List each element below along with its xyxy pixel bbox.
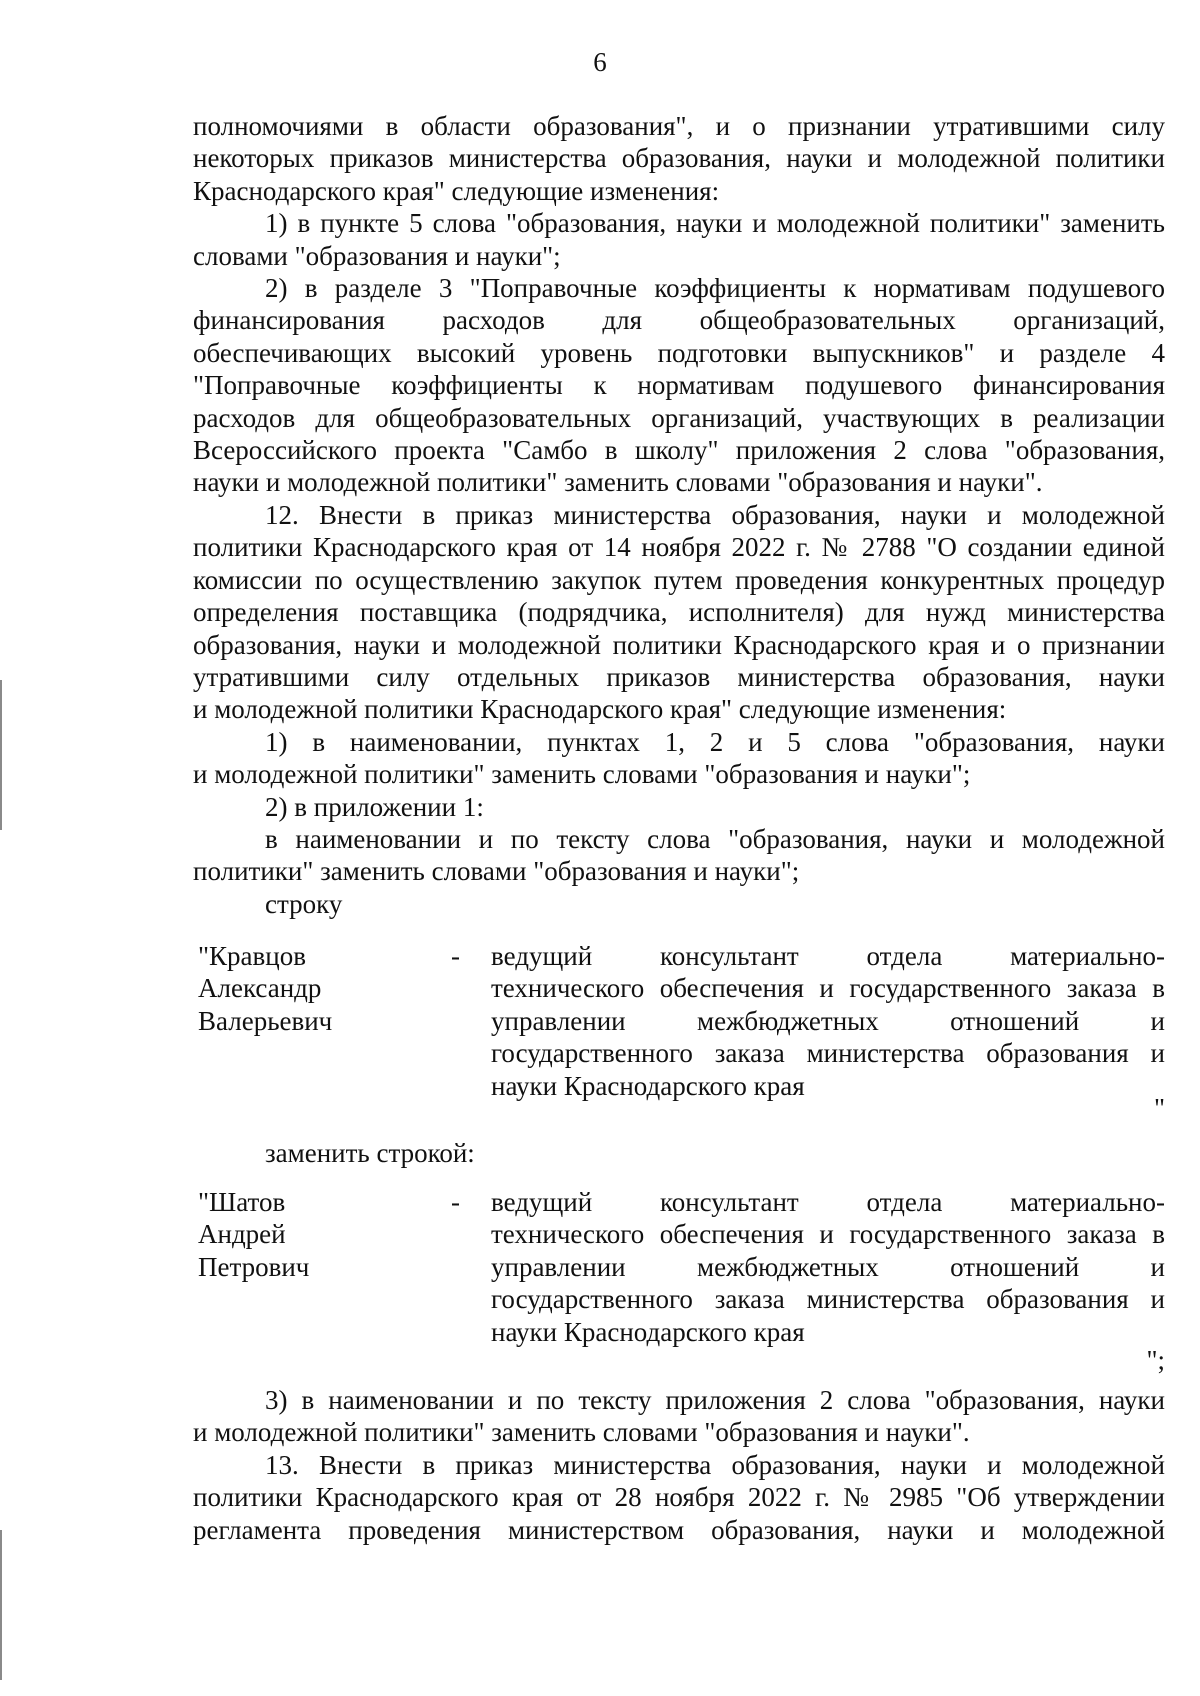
- intro-paragraph: [193, 110, 1165, 207]
- text-line: политики Краснодарского края от 28 ноября 2022 г. № 2985 "Об утверждении: [193, 1482, 1165, 1513]
- desc-line: управлении межбюджетных отношений и: [491, 1005, 1165, 1036]
- replacement-row-old: [198, 940, 1165, 1130]
- name-line: Александр: [198, 973, 322, 1004]
- text-line: утратившими силу отдельных приказов министерства образования, науки: [193, 661, 1165, 692]
- text-line: финансирования расходов для общеобразовательных организаций,: [193, 305, 1165, 336]
- stroku-label: [193, 888, 1165, 920]
- text-line: и молодежной политики" заменить словами "образования и науки".: [193, 1417, 970, 1448]
- text-line: Всероссийского проекта "Самбо в школу" приложения 2 слова "образования,: [193, 435, 1165, 466]
- name-line: Петрович: [198, 1251, 310, 1282]
- desc-line: технического обеспечения и государственного заказа в: [491, 973, 1165, 1004]
- page-number: 6: [593, 47, 607, 77]
- name-line: Валерьевич: [198, 1005, 333, 1036]
- text-line: строку: [265, 888, 343, 919]
- item-11-1-paragraph: [193, 207, 1165, 272]
- replace-with-label: заменить строкой:: [265, 1138, 475, 1168]
- desc-line: ведущий консультант отдела материально-: [491, 1187, 1165, 1217]
- text-line: некоторых приказов министерства образования, науки и молодежной политики: [193, 143, 1165, 174]
- text-line: определения поставщика (подрядчика, исполнителя) для нужд министерства: [193, 597, 1165, 628]
- text-line: 13. Внести в приказ министерства образования, науки и молодежной: [265, 1449, 1165, 1480]
- item-12-2a-paragraph: [193, 823, 1165, 888]
- item-12-2-paragraph: [193, 791, 1165, 823]
- replace-with-label-block: [193, 1137, 1165, 1169]
- person-name-old: [198, 940, 448, 1037]
- text-line: Краснодарского края" следующие изменения:: [193, 175, 720, 206]
- position-description-new: [491, 1186, 1165, 1348]
- text-line: обеспечивающих высокий уровень подготовки выпускников" и разделе 4: [193, 337, 1165, 368]
- item-12-3-paragraph: [193, 1384, 1165, 1449]
- text-line: полномочиями в области образования", и о признании утратившими силу: [193, 111, 1165, 141]
- desc-line: управлении межбюджетных отношений и: [491, 1251, 1165, 1282]
- name-line: "Шатов: [198, 1187, 286, 1217]
- desc-line: ведущий консультант отдела материально-: [491, 941, 1165, 971]
- person-name-new: [198, 1186, 448, 1283]
- text-line: и молодежной политики" заменить словами "образования и науки";: [193, 759, 971, 790]
- item-12-1-paragraph: [193, 726, 1165, 791]
- item-13-paragraph: [193, 1449, 1165, 1546]
- text-line: расходов для общеобразовательных организаций, участвующих в реализации: [193, 402, 1165, 433]
- desc-line: технического обеспечения и государственного заказа в: [491, 1219, 1165, 1250]
- text-line: образования, науки и молодежной политики Краснодарского края и о признании: [193, 629, 1165, 660]
- text-line: 3) в наименовании и по тексту приложения 2 слова "образования, науки: [265, 1385, 1165, 1415]
- scan-edge-line-1: [0, 680, 2, 830]
- text-line: "Поправочные коэффициенты к нормативам подушевого финансирования: [193, 370, 1165, 401]
- desc-line: науки Краснодарского края: [491, 1316, 805, 1347]
- name-line: "Кравцов: [198, 941, 306, 971]
- document-body-top: [193, 110, 1165, 920]
- name-line: Андрей: [198, 1219, 286, 1250]
- scan-edge-line-2: [0, 1530, 2, 1680]
- closing-quote: ";: [1146, 1345, 1165, 1375]
- dash-separator: -: [451, 1187, 460, 1217]
- item-12-paragraph: [193, 499, 1165, 726]
- text-line: 2) в разделе 3 "Поправочные коэффициенты к нормативам подушевого: [265, 273, 1165, 304]
- position-description-old: [491, 940, 1165, 1102]
- text-line: науки и молодежной политики" заменить словами "образования и науки".: [193, 467, 1043, 498]
- item-11-2-paragraph: [193, 272, 1165, 499]
- desc-line: государственного заказа министерства образования и: [491, 1038, 1165, 1069]
- desc-line: государственного заказа министерства образования и: [491, 1284, 1165, 1315]
- text-line: 1) в наименовании, пунктах 1, 2 и 5 слова "образования, науки: [265, 726, 1165, 757]
- replacement-row-new: [198, 1186, 1165, 1376]
- dash-separator: -: [451, 941, 460, 971]
- text-line: 12. Внести в приказ министерства образования, науки и молодежной: [265, 499, 1165, 530]
- text-line: политики" заменить словами "образования и науки";: [193, 856, 800, 887]
- text-line: и молодежной политики Краснодарского края" следующие изменения:: [193, 694, 1007, 725]
- text-line: 2) в приложении 1:: [265, 791, 484, 822]
- text-line: политики Краснодарского края от 14 ноября 2022 г. № 2788 "О создании единой: [193, 532, 1165, 563]
- text-line: 1) в пункте 5 слова "образования, науки и молодежной политики" заменить: [265, 208, 1165, 239]
- closing-quote: ": [1153, 1093, 1165, 1123]
- text-line: словами "образования и науки";: [193, 240, 561, 271]
- document-body-bottom: [193, 1384, 1165, 1546]
- text-line: в наименовании и по тексту слова "образования, науки и молодежной: [265, 823, 1165, 854]
- text-line: комиссии по осуществлению закупок путем проведения конкурентных процедур: [193, 564, 1165, 595]
- text-line: регламента проведения министерством образования, науки и молодежной: [193, 1514, 1165, 1545]
- desc-line: науки Краснодарского края: [491, 1070, 805, 1101]
